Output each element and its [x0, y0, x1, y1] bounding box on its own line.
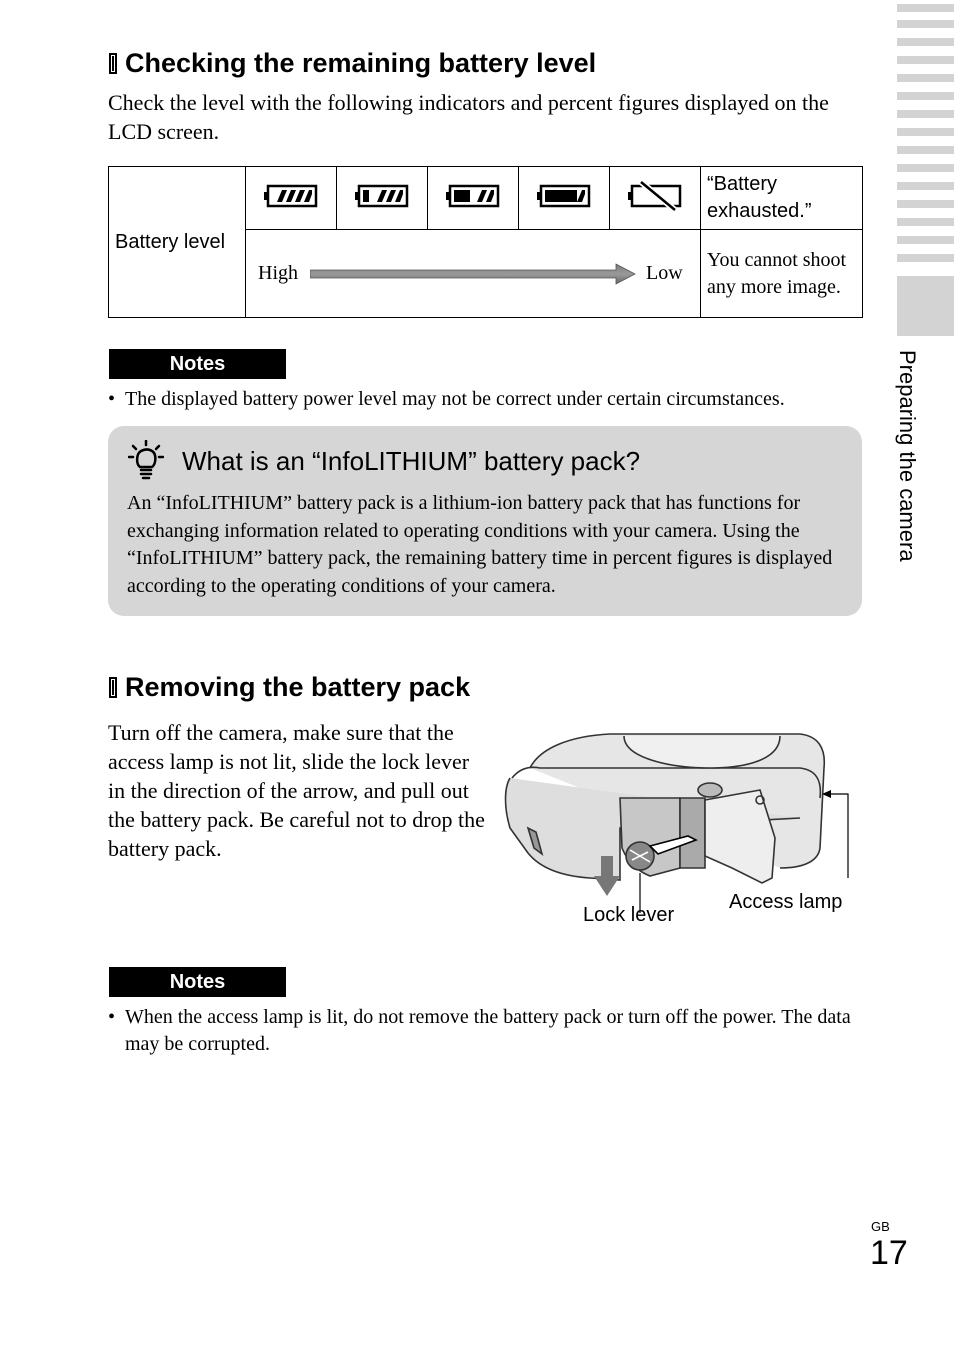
section-heading-battery-level: Checking the remaining battery level [109, 48, 596, 79]
cannot-shoot-cell: You cannot shoot any more image. [701, 230, 863, 318]
battery-exhausted-label-cell: “Battery exhausted.” [701, 167, 863, 230]
battery-intro-text: Check the level with the following indicators and percent figures displayed on the LCD screen. [108, 90, 829, 144]
battery-low-icon [519, 167, 610, 230]
notes-label: Notes [109, 967, 286, 997]
battery-level-label-cell: Battery level [109, 167, 246, 318]
notes-label: Notes [109, 349, 286, 379]
page-number: 17 [870, 1234, 908, 1272]
section-heading-removing-battery: Removing the battery pack [109, 672, 470, 703]
removing-battery-text: Turn off the camera, make sure that the access lamp is not lit, slide the lock lever in the direction of the arrow, and pull out the battery pack. Be careful not to drop the battery pack. [108, 720, 485, 861]
heading-marker-icon [109, 677, 117, 698]
region-code: GB [871, 1219, 890, 1234]
battery-full-icon [246, 167, 337, 230]
battery-level-table [108, 166, 863, 318]
battery-exhausted-icon [610, 167, 701, 230]
lightbulb-icon [128, 440, 164, 480]
tip-body: An “InfoLITHIUM” battery pack is a lithium-ion battery pack that has functions for exchanging information related to operating conditions with your camera. Using the “InfoLITHIUM” battery pack, the remaining battery time in percent figures is displayed according to the operating conditions of your camera. [127, 492, 833, 597]
lock-lever-label: Lock lever [583, 904, 675, 926]
note-item: • The displayed battery power level may not be correct under certain circumstances. [108, 388, 785, 410]
note-item: • When the access lamp is lit, do not remove the battery pack or turn off the power. The data may be corrupted. [108, 1006, 851, 1055]
low-label: Low [646, 262, 683, 284]
tip-title: What is an “InfoLITHIUM” battery pack? [182, 446, 641, 476]
battery-three-quarter-icon [337, 167, 428, 230]
sidebar-tab-label: Preparing the camera [895, 350, 920, 562]
high-label: High [258, 262, 298, 284]
heading-marker-icon [109, 53, 117, 74]
battery-half-icon [428, 167, 519, 230]
access-lamp-label: Access lamp [729, 891, 843, 913]
battery-level-scale [246, 230, 701, 318]
level-arrow [310, 263, 636, 285]
